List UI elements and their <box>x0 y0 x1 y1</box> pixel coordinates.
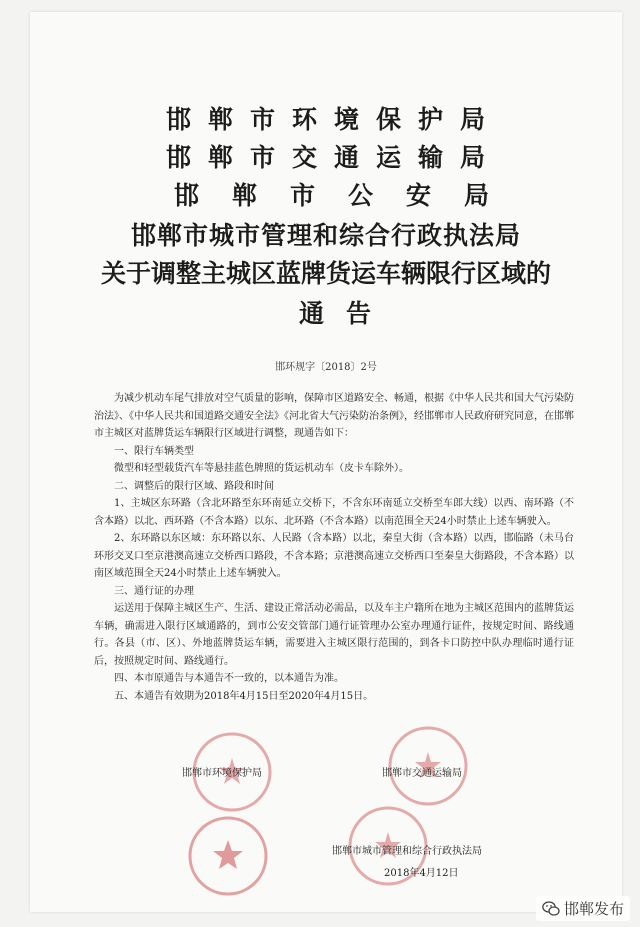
section-heading-3: 三、通行证的办理 <box>114 585 194 597</box>
wechat-watermark <box>536 896 630 921</box>
notice-title: 关于调整主城区蓝牌货运车辆限行区域的 <box>100 259 551 288</box>
paragraph-area-2: 2、东环路以东区域：东环路以东、人民路（含本路）以北，秦皇大街（含本路）以西，邯临路（未马台环形交叉口至京港澳高速立交桥西口路段，不含本路；京港澳高速立交桥西口至秦皇大街路段，不含本路）以南区域范围全天24小时禁止上述车辆驶入。 <box>94 533 574 579</box>
red-seal-icon <box>186 814 270 898</box>
paragraph-vehicle-type: 微型和轻型载货汽车等悬挂蓝色牌照的货运机动车（皮卡车除外）。 <box>114 463 409 474</box>
paragraph-validity: 五、本通告有效期为2018年4月15日至2020年4月15日。 <box>114 690 374 702</box>
signature-transport: 邯郸市交通运输局 <box>382 768 462 779</box>
notice-body <box>94 390 574 705</box>
paragraph-intro: 为减少机动车尾气排放对空气质量的影响，保障市区道路安全、畅通，根据《中华人民共和国大气污染防治法》、《中华人民共和国道路交通安全法》《河北省大气污染防治条例》，经邯郸市人民政府研究同意，在邯郸市主城区对蓝牌货运车辆限行区域进行调整，现通告如下： <box>94 393 574 439</box>
wechat-icon <box>542 901 560 917</box>
document-number: 邯环规字〔2018〕2号 <box>275 362 377 373</box>
agency-police: 邯郸市公安局 <box>173 181 522 210</box>
section-heading-2: 二、调整后的限行区域、路段和时间 <box>114 480 274 492</box>
document-page <box>30 12 622 912</box>
section-heading-1: 一、限行车辆类型 <box>114 445 194 457</box>
paragraph-precedence: 四、本市原通告与本通告不一致的，以本通告为准。 <box>114 673 344 684</box>
agency-transport: 邯郸市交通运输局 <box>165 143 502 172</box>
notice-title-suffix: 通告 <box>298 299 393 328</box>
paragraph-permit: 运送用于保障主城区生产、生活、建设正常活动必需品，以及车主户籍所在地为主城区范围内的蓝牌货运车辆，确需进入限行区域通路的，到市公安交管部门通行证管理办公室办理通行证件，按规定时间、路线通行。各县（市、区）、外地蓝牌货运车辆，需要进入主城区限行范围的，到各卡口防控中队办理临时通行证后，按照规定时间、路线通行。 <box>94 603 574 667</box>
paragraph-area-1: 1、主城区东环路（含北环路至东环南延立交桥下，不含东环南延立交桥至车郎大线）以西、南环路（不含本路）以北、西环路（不含本路）以东、北环路（不含本路）以南范围全天24小时禁止上述车辆驶入。 <box>94 498 574 527</box>
signature-city-management: 邯郸市城市管理和综合行政执法局 <box>332 846 482 857</box>
signature-environment: 邯郸市环境保护局 <box>182 768 262 779</box>
signature-date: 2018年4月12日 <box>384 868 459 879</box>
agency-city-management: 邯郸市城市管理和综合行政执法局 <box>130 221 521 250</box>
watermark-text: 邯郸发布 <box>563 900 624 918</box>
agency-environment: 邯郸市环境保护局 <box>165 105 502 134</box>
